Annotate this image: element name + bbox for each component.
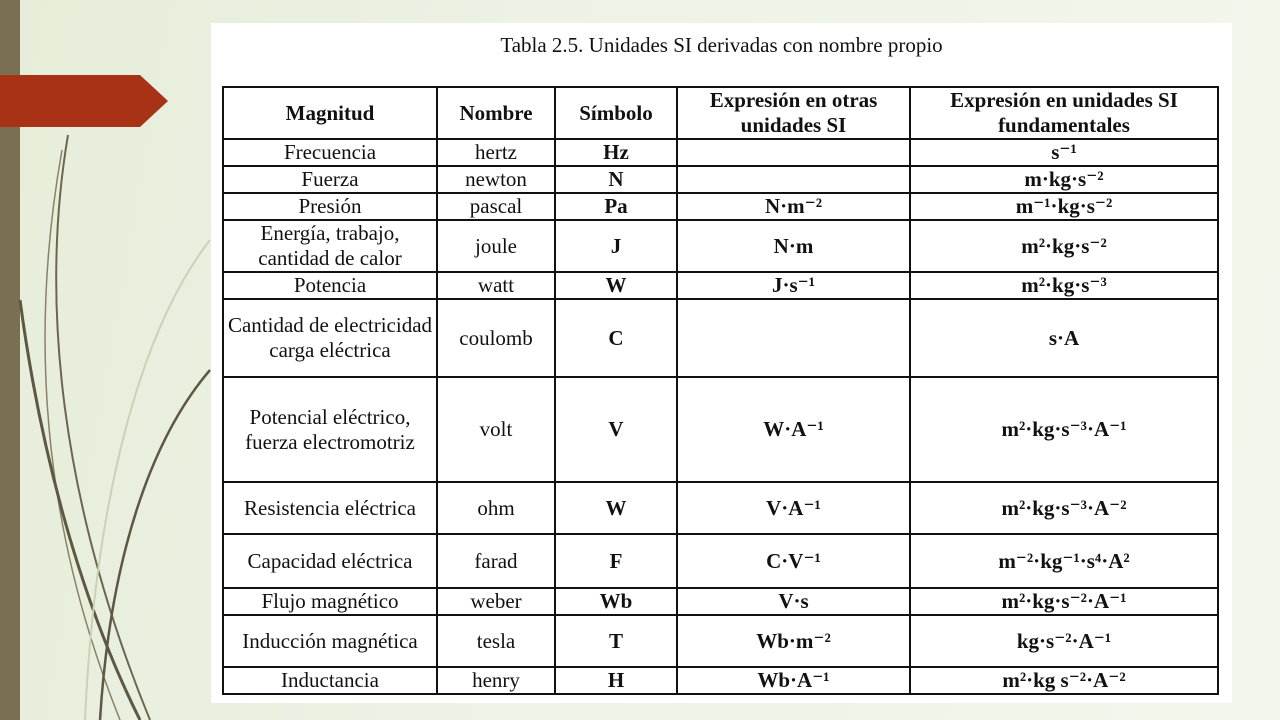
- table-row: [223, 534, 1218, 588]
- table-row: [223, 482, 1218, 534]
- cell-fundamentales: m²·kg·s⁻³: [910, 272, 1218, 299]
- cell-simbolo: T: [555, 615, 677, 667]
- swoosh-line: [20, 300, 140, 720]
- header-unidades-fundamentales: Expresión en unidades SI fundamentales: [910, 87, 1218, 139]
- cell-magnitud: Energía, trabajo, cantidad de calor: [223, 220, 437, 272]
- cell-magnitud: Presión: [223, 193, 437, 220]
- cell-fundamentales: m⁻²·kg⁻¹·s⁴·A²: [910, 534, 1218, 588]
- cell-fundamentales: s⁻¹: [910, 139, 1218, 166]
- cell-otras: Wb·m⁻²: [677, 615, 910, 667]
- header-magnitud: Magnitud: [223, 87, 437, 139]
- cell-magnitud: Inducción magnética: [223, 615, 437, 667]
- cell-magnitud: Potencial eléctrico, fuerza electromotriz: [223, 377, 437, 482]
- table-row: [223, 272, 1218, 299]
- cell-otras: N·m: [677, 220, 910, 272]
- cell-otras: [677, 166, 910, 193]
- cell-simbolo: W: [555, 272, 677, 299]
- cell-fundamentales: m²·kg·s⁻²: [910, 220, 1218, 272]
- table-row: [223, 139, 1218, 166]
- cell-fundamentales: m⁻¹·kg·s⁻²: [910, 193, 1218, 220]
- cell-simbolo: N: [555, 166, 677, 193]
- cell-simbolo: F: [555, 534, 677, 588]
- header-nombre: Nombre: [437, 87, 555, 139]
- cell-nombre: pascal: [437, 193, 555, 220]
- cell-simbolo: H: [555, 667, 677, 694]
- cell-fundamentales: m²·kg·s⁻³·A⁻²: [910, 482, 1218, 534]
- cell-nombre: farad: [437, 534, 555, 588]
- table-row: [223, 588, 1218, 615]
- cell-fundamentales: s·A: [910, 299, 1218, 377]
- cell-magnitud: Potencia: [223, 272, 437, 299]
- table-panel: [211, 23, 1232, 703]
- header-otras-unidades: Expresión en otras unidades SI: [677, 87, 910, 139]
- cell-otras: C·V⁻¹: [677, 534, 910, 588]
- cell-nombre: joule: [437, 220, 555, 272]
- title-accent-tab: [0, 75, 168, 127]
- table-row: [223, 377, 1218, 482]
- cell-simbolo: V: [555, 377, 677, 482]
- cell-magnitud: Cantidad de electricidad carga eléctrica: [223, 299, 437, 377]
- cell-fundamentales: m·kg·s⁻²: [910, 166, 1218, 193]
- table-row: [223, 220, 1218, 272]
- cell-fundamentales: kg·s⁻²·A⁻¹: [910, 615, 1218, 667]
- cell-otras: V·s: [677, 588, 910, 615]
- header-simbolo: Símbolo: [555, 87, 677, 139]
- cell-magnitud: Flujo magnético: [223, 588, 437, 615]
- cell-simbolo: W: [555, 482, 677, 534]
- table-row: [223, 299, 1218, 377]
- cell-fundamentales: m²·kg·s⁻³·A⁻¹: [910, 377, 1218, 482]
- cell-nombre: henry: [437, 667, 555, 694]
- cell-nombre: tesla: [437, 615, 555, 667]
- cell-otras: V·A⁻¹: [677, 482, 910, 534]
- cell-nombre: coulomb: [437, 299, 555, 377]
- cell-nombre: hertz: [437, 139, 555, 166]
- cell-nombre: watt: [437, 272, 555, 299]
- cell-fundamentales: m²·kg s⁻²·A⁻²: [910, 667, 1218, 694]
- cell-otras: W·A⁻¹: [677, 377, 910, 482]
- cell-simbolo: Pa: [555, 193, 677, 220]
- cell-nombre: ohm: [437, 482, 555, 534]
- cell-otras: [677, 299, 910, 377]
- cell-magnitud: Capacidad eléctrica: [223, 534, 437, 588]
- table-title: Tabla 2.5. Unidades SI derivadas con nombre propio: [500, 33, 943, 57]
- cell-simbolo: Hz: [555, 139, 677, 166]
- cell-otras: Wb·A⁻¹: [677, 667, 910, 694]
- cell-fundamentales: m²·kg·s⁻²·A⁻¹: [910, 588, 1218, 615]
- cell-magnitud: Inductancia: [223, 667, 437, 694]
- cell-nombre: weber: [437, 588, 555, 615]
- header-row: [223, 87, 1218, 139]
- cell-simbolo: Wb: [555, 588, 677, 615]
- cell-otras: [677, 139, 910, 166]
- table-row: [223, 667, 1218, 694]
- cell-magnitud: Resistencia eléctrica: [223, 482, 437, 534]
- cell-simbolo: J: [555, 220, 677, 272]
- cell-magnitud: Fuerza: [223, 166, 437, 193]
- table-row: [223, 615, 1218, 667]
- table-row: [223, 166, 1218, 193]
- cell-simbolo: C: [555, 299, 677, 377]
- cell-nombre: newton: [437, 166, 555, 193]
- si-units-table: [222, 86, 1219, 695]
- cell-magnitud: Frecuencia: [223, 139, 437, 166]
- cell-nombre: volt: [437, 377, 555, 482]
- cell-otras: J·s⁻¹: [677, 272, 910, 299]
- table-row: [223, 193, 1218, 220]
- cell-otras: N·m⁻²: [677, 193, 910, 220]
